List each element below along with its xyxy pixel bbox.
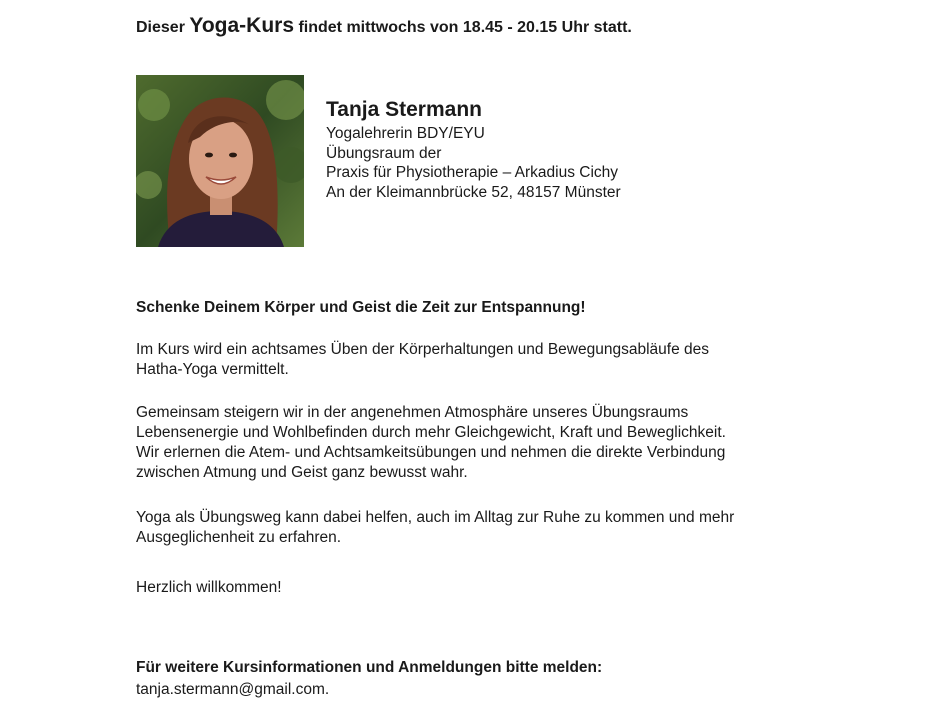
paragraph-together xyxy=(136,403,856,483)
course-headline: Schenke Deinem Körper und Geist die Zeit zur Entspannung! xyxy=(136,299,586,316)
paragraph-line: Im Kurs wird ein achtsames Üben der Körperhaltungen und Bewegungsabläufe des xyxy=(136,341,709,358)
teacher-room-label: Übungsraum der xyxy=(326,144,442,162)
teacher-info xyxy=(326,97,621,202)
contact-email-link[interactable]: tanja.stermann@gmail.com. xyxy=(136,681,330,698)
paragraph-line: Ausgeglichenheit zu erfahren. xyxy=(136,529,342,546)
teacher-photo xyxy=(136,75,304,247)
paragraph-course xyxy=(136,340,856,380)
intro-prefix: Dieser xyxy=(136,19,185,36)
teacher-title: Yogalehrerin BDY/EYU xyxy=(326,125,485,142)
teacher-address: An der Kleimannbrücke 52, 48157 Münster xyxy=(326,183,621,201)
paragraph-line: zwischen Atmung und Geist ganz bewusst wahr. xyxy=(136,464,468,481)
paragraph-yoga-path xyxy=(136,508,856,548)
teacher-practice: Praxis für Physiotherapie – Arkadius Cichy xyxy=(326,164,619,181)
contact-heading: Für weitere Kursinformationen und Anmeldungen bitte melden: xyxy=(136,659,603,676)
paragraph-line: Lebensenergie und Wohlbefinden durch mehr Gleichgewicht, Kraft und Beweglichkeit. xyxy=(136,424,726,441)
intro-suffix: findet mittwochs von 18.45 - 20.15 Uhr statt. xyxy=(298,19,632,36)
contact-email-line xyxy=(136,680,856,700)
paragraph-line: Gemeinsam steigern wir in der angenehmen Atmosphäre unseres Übungsraums xyxy=(136,404,689,421)
welcome-text: Herzlich willkommen! xyxy=(136,579,282,596)
paragraph-line: Hatha-Yoga vermittelt. xyxy=(136,361,289,378)
paragraph-line: Wir erlernen die Atem- und Achtsamkeitsübungen und nehmen die direkte Verbindung xyxy=(136,444,726,461)
course-intro xyxy=(136,14,632,38)
paragraph-line: Yoga als Übungsweg kann dabei helfen, auch im Alltag zur Ruhe zu kommen und mehr xyxy=(136,509,735,526)
intro-highlight: Yoga-Kurs xyxy=(189,14,294,37)
teacher-name: Tanja Stermann xyxy=(326,98,482,121)
